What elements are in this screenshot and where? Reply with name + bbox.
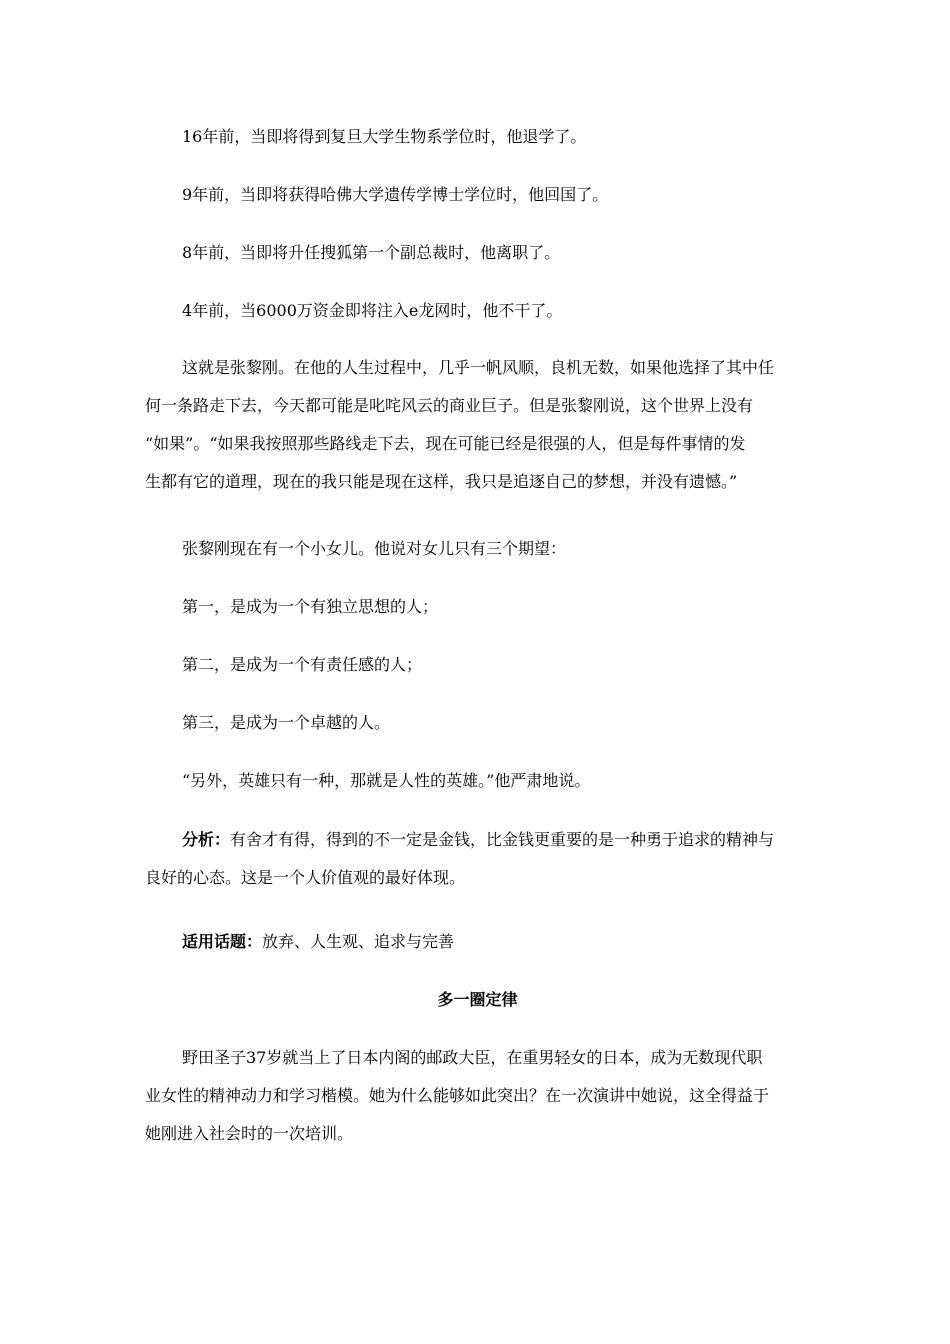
- paragraph-topics: [145, 923, 810, 961]
- paragraph-fudan: 16年前，当即将得到复旦大学生物系学位时，他退学了。: [182, 127, 587, 146]
- paragraph-daughter: 张黎刚现在有一个小女儿。他说对女儿只有三个期望：: [182, 539, 567, 558]
- text-line: 生都有它的道理，现在的我只能是现在这样，我只是追逐自己的梦想，并没有遗憾。”: [145, 472, 738, 491]
- text-line: 野田圣子37岁就当上了日本内阁的邮政大臣，在重男轻女的日本，成为无数现代职: [182, 1048, 763, 1067]
- paragraph-elong: 4年前，当6000万资金即将注入e龙网时，他不干了。: [182, 301, 563, 320]
- text-line: [145, 923, 810, 961]
- text-line: “如果”。“如果我按照那些路线走下去，现在可能已经是很强的人，但是每件事情的发: [145, 434, 746, 453]
- text-line: 何一条路走下去，今天都可能是叱咤风云的商业巨子。但是张黎刚说，这个世界上没有: [145, 396, 754, 415]
- text-line: [145, 821, 810, 859]
- paragraph-noda-seiko: [145, 1039, 810, 1153]
- paragraph-zhang-ligang: [145, 349, 810, 501]
- paragraph-hero-quote: “另外，英雄只有一种，那就是人性的英雄。”他严肃地说。: [182, 771, 591, 790]
- text-line: 良好的心态。这是一个人价值观的最好体现。: [145, 868, 466, 887]
- list-item-third: 第三，是成为一个卓越的人。: [182, 713, 391, 732]
- paragraph-analysis: [145, 821, 810, 897]
- analysis-text: 有舍才有得，得到的不一定是金钱，比金钱更重要的是一种勇于追求的精神与: [230, 830, 775, 849]
- text-line: 业女性的精神动力和学习楷模。她为什么能够如此突出？在一次演讲中她说，这全得益于: [145, 1086, 770, 1105]
- topics-text: 放弃、人生观、追求与完善: [262, 932, 455, 951]
- list-item-second: 第二，是成为一个有责任感的人；: [182, 655, 423, 674]
- section-title: 多一圈定律: [437, 990, 518, 1009]
- list-item-first: 第一，是成为一个有独立思想的人；: [182, 597, 439, 616]
- paragraph-harvard: 9年前，当即将获得哈佛大学遗传学博士学位时，他回国了。: [182, 185, 609, 204]
- paragraph-sohu: 8年前，当即将升任搜狐第一个副总裁时，他离职了。: [182, 243, 561, 262]
- text-line: 她刚进入社会时的一次培训。: [145, 1124, 354, 1143]
- text-line: 这就是张黎刚。在他的人生过程中，几乎一帆风顺，良机无数，如果他选择了其中任: [182, 358, 775, 377]
- topics-label: 适用话题：: [182, 932, 263, 951]
- analysis-label: 分析：: [182, 830, 231, 849]
